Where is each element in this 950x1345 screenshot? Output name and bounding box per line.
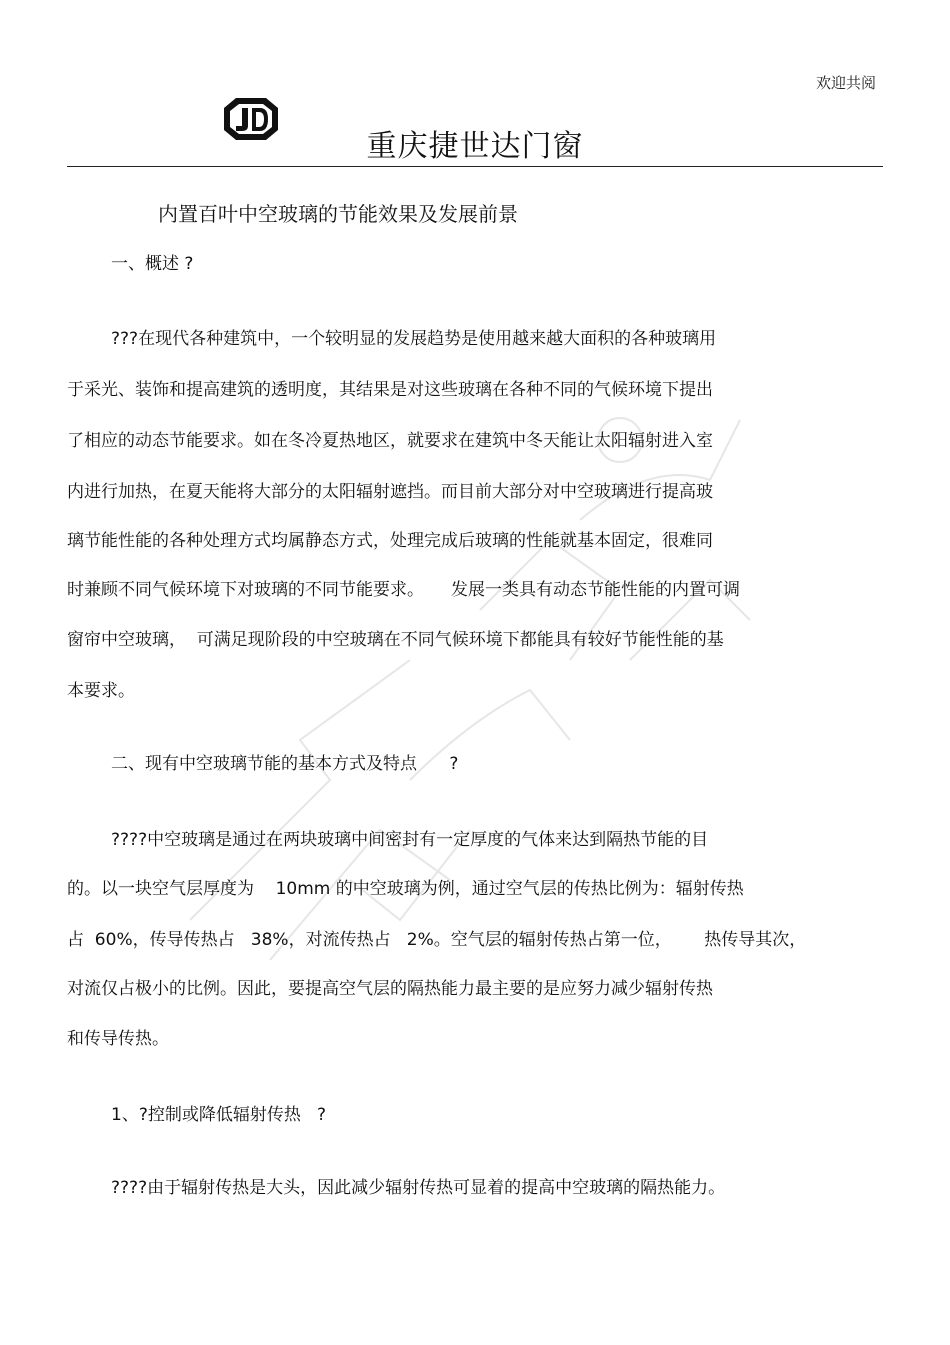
section2-line: 对流仅占极小的比例。因此，要提高空气层的隔热能力最主要的是应努力减少辐射传热 [67, 979, 713, 999]
section2-line: 占 60%，传导传热占 38%，对流传热占 2%。空气层的辐射传热占第一位， 热传导其次， [67, 930, 807, 950]
section2-heading: 二、现有中空玻璃节能的基本方式及特点 ? [111, 754, 459, 774]
section1-line: 了相应的动态节能要求。如在冬冷夏热地区，就要求在建筑中冬天能让太阳辐射进入室 [67, 431, 713, 451]
corner-note: 欢迎共阅 [815, 74, 876, 92]
section2-line: ????中空玻璃是通过在两块玻璃中间密封有一定厚度的气体来达到隔热节能的目 [111, 830, 709, 850]
header-divider [67, 166, 883, 167]
section1-line: 璃节能性能的各种处理方式均属静态方式，处理完成后玻璃的性能就基本固定，很难同 [67, 531, 713, 551]
company-name: 重庆捷世达门窗 [366, 129, 584, 164]
section1-line: ???在现代各种建筑中，一个较明显的发展趋势是使用越来越大面积的各种玻璃用 [111, 329, 717, 349]
section1-line: 窗帘中空玻璃， 可满足现阶段的中空玻璃在不同气候环境下都能具有较好节能性能的基 [67, 630, 724, 650]
subsection1-heading: 1、?控制或降低辐射传热 ? [111, 1105, 327, 1125]
section1-line: 内进行加热，在夏天能将大部分的太阳辐射遮挡。而目前大部分对中空玻璃进行提高玻 [67, 482, 713, 502]
subsection1-line: ????由于辐射传热是大头，因此减少辐射传热可显着的提高中空玻璃的隔热能力。 [111, 1178, 726, 1198]
section2-line: 和传导传热。 [67, 1029, 169, 1049]
section1-line: 于采光、装饰和提高建筑的透明度，其结果是对这些玻璃在各种不同的气候环境下提出 [67, 380, 713, 400]
document-title: 内置百叶中空玻璃的节能效果及发展前景 [158, 202, 518, 226]
section1-line: 本要求。 [67, 681, 135, 701]
section1-line: 时兼顾不同气候环境下对玻璃的不同节能要求。 发展一类具有动态节能性能的内置可调 [67, 580, 741, 600]
section1-heading: 一、概述 ? [111, 254, 194, 274]
section2-line: 的。以一块空气层厚度为 10mm 的中空玻璃为例，通过空气层的传热比例为：辐射传热 [67, 879, 744, 899]
